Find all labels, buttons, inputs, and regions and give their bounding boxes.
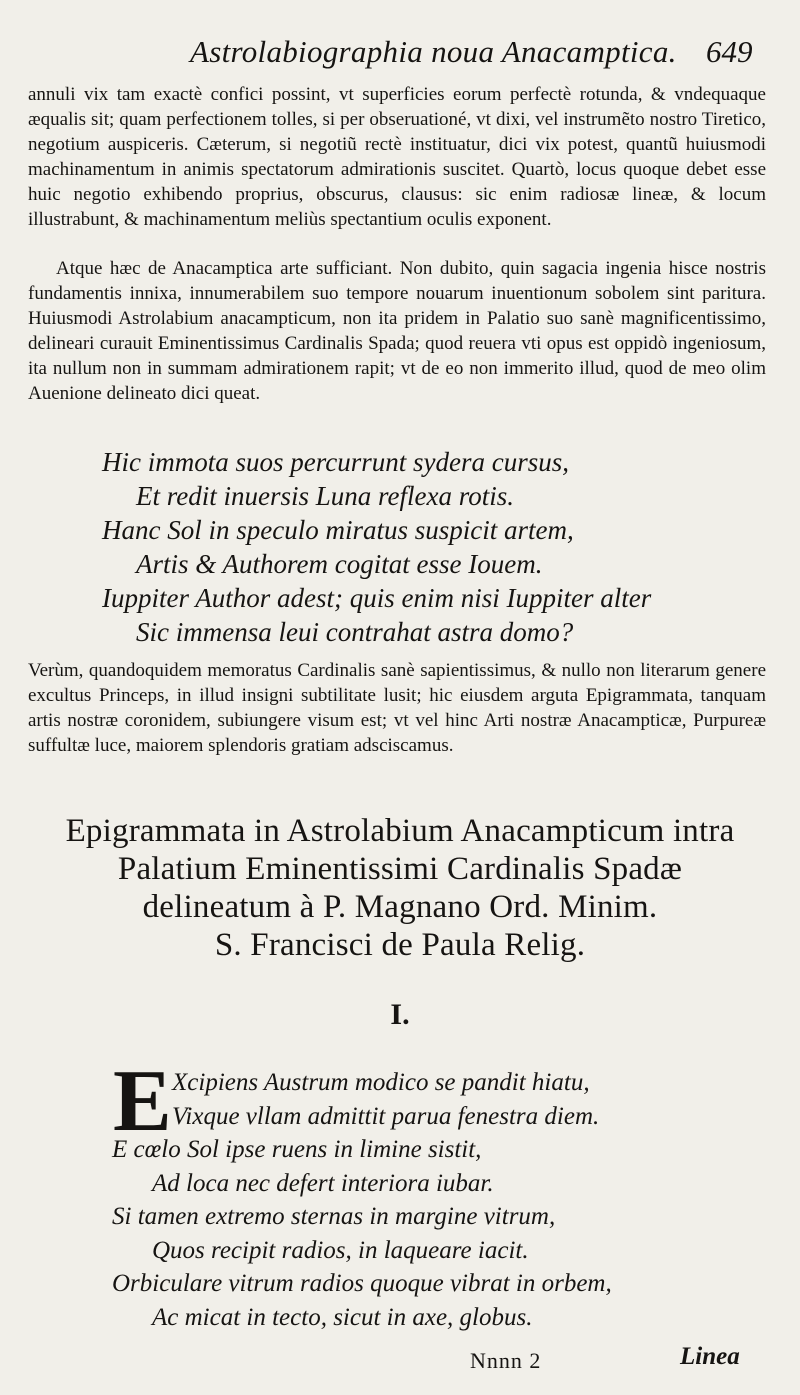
verse-2-line: Ad loca nec defert interiora iubar. (152, 1169, 494, 1197)
paragraph-2-text: Atque hæc de Anacamptica arte sufficiant. Non dubito, quin sagacia ingenia hisce nostris fundamentis innixa, innumerabilem suo tempore nouarum inuentionum sobolem sint paritura. Huiusmodi Astrolabium anacampticum, non ita pridem in Palatio suo sanè magnificentissimo, delineari curauit Eminentissimus Cardinalis Spada; quod reuera vti opus est oppidò ingeniosum, ita nullum non in summam admirationem rapit; vt de eo non immerito illud, quod de meo olim Auenione delineato dici queat. (28, 258, 766, 404)
verse-2-line: E cœlo Sol ipse ruens in limine sistit, (112, 1136, 482, 1163)
page-number: 649 (706, 34, 753, 69)
epigram-heading-line: Palatium Eminentissimi Cardinalis Spadæ (117, 851, 683, 887)
epigram-heading (0, 812, 800, 964)
signature-mark: Nnnn 2 (470, 1348, 542, 1373)
verse-2-line: Quos recipit radios, in laqueare iacit. (152, 1236, 529, 1264)
section-numeral: I. (390, 998, 410, 1031)
paragraph-1 (28, 82, 766, 232)
verse-1-line: Sic immensa leui contrahat astra domo? (136, 617, 574, 647)
verse-1-line: Et redit inuersis Luna reflexa rotis. (136, 481, 514, 511)
epigram-heading-line: delineatum à P. Magnano Ord. Minim. (142, 889, 658, 925)
verse-1 (102, 445, 651, 649)
epigram-heading-line: S. Francisci de Paula Relig. (214, 927, 586, 963)
drop-cap: E (113, 1053, 172, 1150)
verse-2-line: Ac micat in tecto, sicut in axe, globus. (152, 1303, 533, 1331)
verse-2 (112, 1066, 612, 1334)
verse-1-line: Hic immota suos percurrunt sydera cursus, (102, 447, 569, 477)
paragraph-1-text: annuli vix tam exactè confici possint, vt superficies eorum perfectè rotunda, & vndequaque æqualis sit; quam perfectionem tolles, si per obseruationé, vt dixi, vel instrumẽto nostro Tiretico, negotium auspiceris. Cæterum, si negotiũ rectè instituatur, dici vix potest, quantũ huiusmodi machinamentum in animis spectatorum admirationis suscitet. Quartò, locus quoque debet esse huic negotio exhibendo proprius, obscurus, clausus: sic enim radiosæ lineæ, & locum illustrabunt, & machinamentum meliùs spectantium oculis exponent. (28, 84, 766, 230)
verse-1-line: Artis & Authorem cogitat esse Iouem. (136, 549, 543, 579)
verse-1-line: Iuppiter Author adest; quis enim nisi Iuppiter alter (102, 583, 652, 613)
epigram-heading-line: Epigrammata in Astrolabium Anacampticum intra (65, 813, 735, 849)
paragraph-2 (28, 256, 766, 406)
catchword: Linea (680, 1343, 740, 1370)
paragraph-3-text: Verùm, quandoquidem memoratus Cardinalis sanè sapientissimus, & nullo non literarum genere excultus Princeps, in illud insigni subtilitate lusit; hic eiusdem arguta Epigrammata, tanquam artis nostræ coronidem, subiungere visum est; vt vel hinc Arti nostræ Anacampticæ, Purpureæ suffultæ luce, maiorem splendoris gratiam adsciscamus. (28, 660, 766, 756)
verse-2-line: Si tamen extremo sternas in margine vitrum, (112, 1203, 556, 1230)
running-title: Astrolabiographia noua Anacamptica. (190, 34, 677, 69)
paragraph-3 (28, 658, 766, 758)
verse-2-line: Vixque vllam admittit parua fenestra diem. (172, 1102, 600, 1130)
verse-2-line: Orbiculare vitrum radios quoque vibrat in orbem, (112, 1270, 612, 1297)
page-header (0, 30, 800, 80)
verse-1-line: Hanc Sol in speculo miratus suspicit artem, (102, 515, 574, 545)
verse-2-line: Xcipiens Austrum modico se pandit hiatu, (172, 1069, 590, 1096)
